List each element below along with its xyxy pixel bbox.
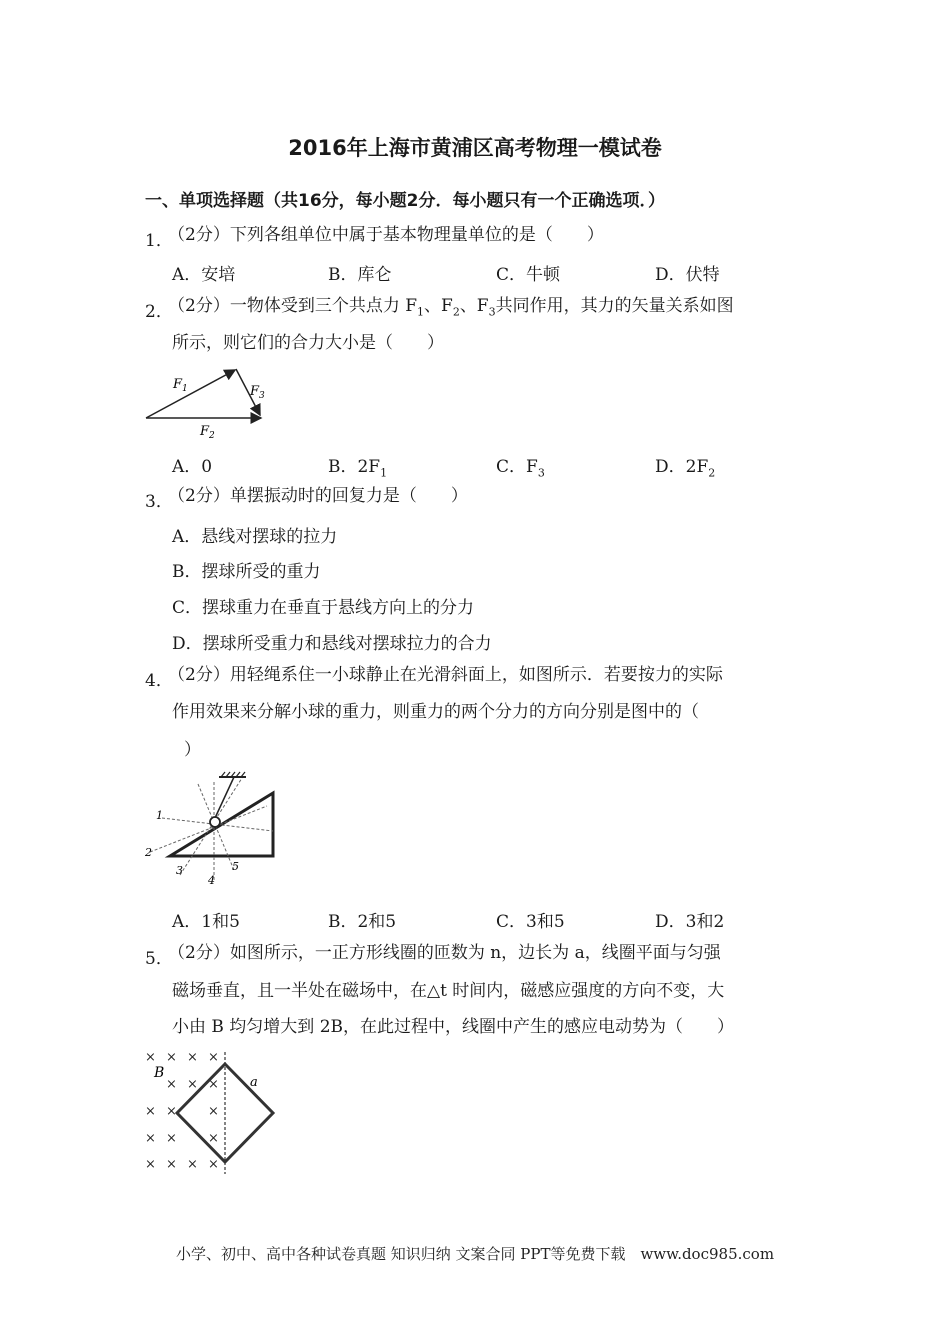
field-cross-mark: ×: [166, 1050, 177, 1065]
question-number: 4．: [145, 671, 173, 691]
dir-label-2: 2: [145, 846, 152, 859]
field-b-label: B: [154, 1065, 165, 1081]
page-title: 2016年上海市黄浦区高考物理一模试卷: [288, 136, 662, 160]
force-vector-figure: [140, 362, 280, 444]
dir-label-5: 5: [232, 860, 239, 873]
question-number: 3．: [145, 492, 173, 512]
f2-label: $F_2$: [200, 424, 215, 441]
option-c: C．3和5: [496, 912, 565, 932]
field-cross-mark: ×: [145, 1050, 156, 1065]
field-cross-mark: ×: [166, 1131, 177, 1146]
field-cross-mark: ×: [208, 1104, 219, 1119]
question-number: 5．: [145, 949, 173, 969]
question-text: （2分）用轻绳系住一小球静止在光滑斜面上，如图所示．若要按力的实际: [168, 665, 723, 685]
option-d: D．摆球所受重力和悬线对摆球拉力的合力: [172, 634, 492, 654]
field-cross-mark: ×: [166, 1157, 177, 1172]
field-cross-mark: ×: [145, 1157, 156, 1172]
option-a: A．1和5: [172, 912, 240, 932]
option-d: D．伏特: [655, 265, 720, 285]
field-cross-mark: ×: [208, 1157, 219, 1172]
field-cross-mark: ×: [208, 1050, 219, 1065]
question-number: 1．: [145, 231, 173, 251]
option-b: B．摆球所受的重力: [172, 562, 321, 582]
question-text-cont: ）: [184, 740, 201, 760]
question-text-cont: 作用效果来分解小球的重力，则重力的两个分力的方向分别是图中的（: [172, 702, 699, 722]
f3-label: $F_3$: [250, 384, 265, 401]
option-a: A．0: [172, 457, 213, 477]
question-text: （2分）一物体受到三个共点力 $F_1$、$F_2$、$F_3$共同作用，其力的矢量关系如图: [168, 296, 734, 319]
option-b: B．$2F_1$: [328, 457, 388, 480]
option-b: B．库仑: [328, 265, 392, 285]
question-number: 2．: [145, 302, 173, 322]
question-text: （2分）如图所示，一正方形线圈的匝数为 n，边长为 a，线圈平面与匀强: [168, 943, 721, 963]
option-c: C．$F_3$: [496, 457, 545, 480]
side-a-label: a: [250, 1075, 258, 1090]
field-cross-mark: ×: [145, 1104, 156, 1119]
question-text: （2分）单摆振动时的回复力是（ ）: [168, 486, 468, 506]
page-footer: 小学、初中、高中各种试卷真题 知识归纳 文案合同 PPT等免费下载 www.doc985.com: [175, 1245, 775, 1263]
field-cross-mark: ×: [208, 1131, 219, 1146]
field-cross-mark: ×: [166, 1077, 177, 1092]
question-text-cont: 磁场垂直，且一半处在磁场中，在△t 时间内，磁感应强度的方向不变，大: [172, 981, 725, 1001]
option-c: C．摆球重力在垂直于悬线方向上的分力: [172, 598, 475, 618]
dir-label-1: 1: [156, 809, 163, 822]
f1-label: $F_1$: [173, 377, 188, 394]
option-a: A．悬线对摆球的拉力: [172, 527, 338, 547]
option-b: B．2和5: [328, 912, 397, 932]
field-cross-mark: ×: [208, 1077, 219, 1092]
option-d: D．3和2: [655, 912, 725, 932]
field-cross-mark: ×: [166, 1104, 177, 1119]
dir-label-3: 3: [176, 864, 183, 877]
field-cross-mark: ×: [187, 1050, 198, 1065]
option-c: C．牛顿: [496, 265, 561, 285]
option-a: A．安培: [172, 265, 236, 285]
section-heading: 一、单项选择题（共16分，每小题2分．每小题只有一个正确选项．）: [145, 191, 665, 211]
field-cross-mark: ×: [145, 1131, 156, 1146]
field-cross-mark: ×: [187, 1077, 198, 1092]
question-text-cont: 所示，则它们的合力大小是（ ）: [172, 333, 444, 353]
question-text-cont: 小由 B 均匀增大到 2B，在此过程中，线圈中产生的感应电动势为（ ）: [172, 1017, 735, 1037]
option-d: D．$2F_2$: [655, 457, 716, 480]
question-text: （2分）下列各组单位中属于基本物理量单位的是（ ）: [168, 225, 604, 245]
magnetic-field-figure: [140, 1050, 280, 1175]
incline-figure: [142, 772, 282, 887]
field-cross-mark: ×: [187, 1157, 198, 1172]
dir-label-4: 4: [208, 874, 215, 887]
